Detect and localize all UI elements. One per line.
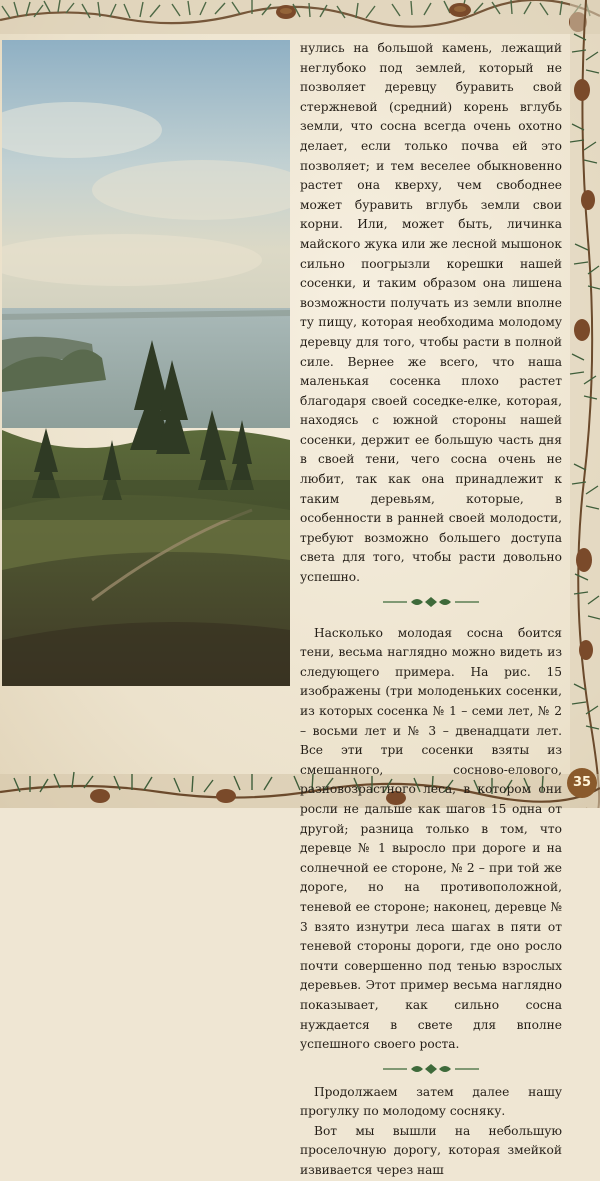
pine-border-right: [564, 0, 600, 808]
text-column: [300, 39, 562, 1181]
ornament-divider-1: [300, 588, 562, 616]
paragraph-3: Продолжаем затем далее нашу прогулку по молодому сосняку.: [300, 1084, 562, 1119]
paragraph-2: Насколько молодая сосна боится тени, весьма наглядно можно видеть из следующего примера. На рис. 15 изображены (три молоденьких сосенки, из которых сосенка № 1 – семи лет, № 2 – восьми лет и № 3 – двенадцати лет. Все эти три сосенки взяты из смешанного, сосново-елового, разновозрастного леса, в котором они росли не дальше как шагов 15 одна от другой; разница только в том, что деревце № 1 выросло при дороге и на солнечной ее стороне, № 2 – при той же дороге, но на противоположной, теневой ее стороне; наконец, деревце № 3 взято изнутри леса шагах в пяти от теневой стороны дороги, где оно росло почти совершенно под тенью взрослых деревьев. Этот пример весьма наглядно показывает, как сильно сосна нуждается в свете для вполне успешного своего роста.: [300, 625, 562, 1052]
ornament-divider-2: [300, 1055, 562, 1083]
paragraph-1: нулись на большой камень, лежащий неглубоко под землей, который не позволяет деревцу буравить свой стержневой (средний) корень вглубь земли, что сосна всегда очень охотно делает, если только почва ей это позволяет; и тем веселее обыкновенно растет она кверху, чем свободнее может буравить вглубь земли свои корни. Или, может быть, личинка майского жука или же лесной мышонок сильно поогрызли корешки нашей сосенки, и таким образом она лишена возможности получать из земли вполне ту пищу, которая необходима молодому деревцу для того, чтобы расти в полной силе. Вернее же всего, что наша маленькая сосенка плохо растет благодаря своей соседке-елке, которая, находясь с южной стороны нашей сосенки, держит ее большую часть дня в своей тени, чего сосна очень не любит, так как она принадлежит к таким деревьям, которые, в особенности в ранней своей молодости, требуют возможно большего доступа света для того, чтобы расти довольно успешно.: [300, 41, 562, 585]
landscape-painting: [2, 40, 290, 686]
pine-border-top: [0, 0, 600, 40]
paragraph-4: Вот мы вышли на небольшую проселочную дорогу, которая змейкой извивается через наш: [300, 1123, 562, 1178]
page-number: 35: [567, 768, 597, 798]
